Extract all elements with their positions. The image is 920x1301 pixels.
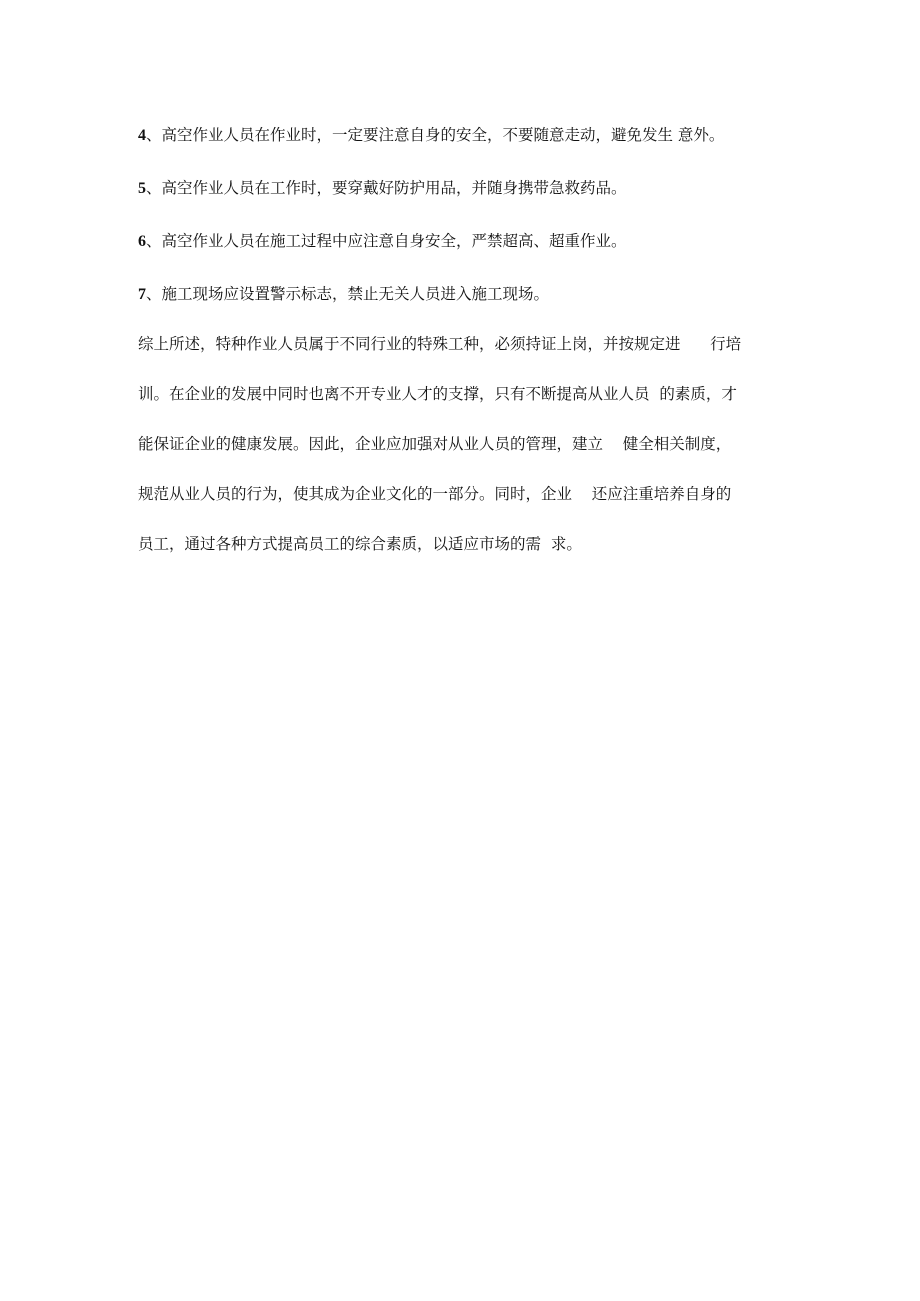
list-item-6 [138, 228, 788, 254]
list-item-7 [138, 281, 788, 307]
list-number: 4 [138, 127, 146, 144]
list-text: 、施工现场应设置警示标志，禁止无关人员进入施工现场。 [146, 285, 550, 303]
summary-line-5: 员工，通过各种方式提高员工的综合素质，以适应市场的需 求。 [138, 535, 582, 553]
list-text: 、高空作业人员在施工过程中应注意自身安全，严禁超高、超重作业。 [146, 232, 627, 250]
list-item-4 [138, 122, 788, 148]
summary-line-2: 训。在企业的发展中同时也离不开专业人才的支撑，只有不断提高从业人员 的素质，才 [138, 385, 737, 403]
list-number: 7 [138, 286, 146, 303]
list-item-5 [138, 175, 788, 201]
list-number: 5 [138, 180, 146, 197]
list-text: 、高空作业人员在作业时，一定要注意自身的安全，不要随意走动，避免发生 意外。 [146, 126, 725, 144]
summary-line-3: 能保证企业的健康发展。因此，企业应加强对从业人员的管理，建立 健全相关制度， [138, 435, 732, 453]
summary-line-1: 综上所述，特种作业人员属于不同行业的特殊工种，必须持证上岗，并按规定进 行培 [138, 335, 742, 353]
list-text: 、高空作业人员在工作时，要穿戴好防护用品，并随身携带急救药品。 [146, 179, 627, 197]
summary-paragraph [138, 330, 788, 558]
list-number: 6 [138, 233, 146, 250]
document-body [138, 122, 788, 580]
summary-line-4: 规范从业人员的行为，使其成为企业文化的一部分。同时，企业 还应注重培养自身的 [138, 485, 732, 503]
